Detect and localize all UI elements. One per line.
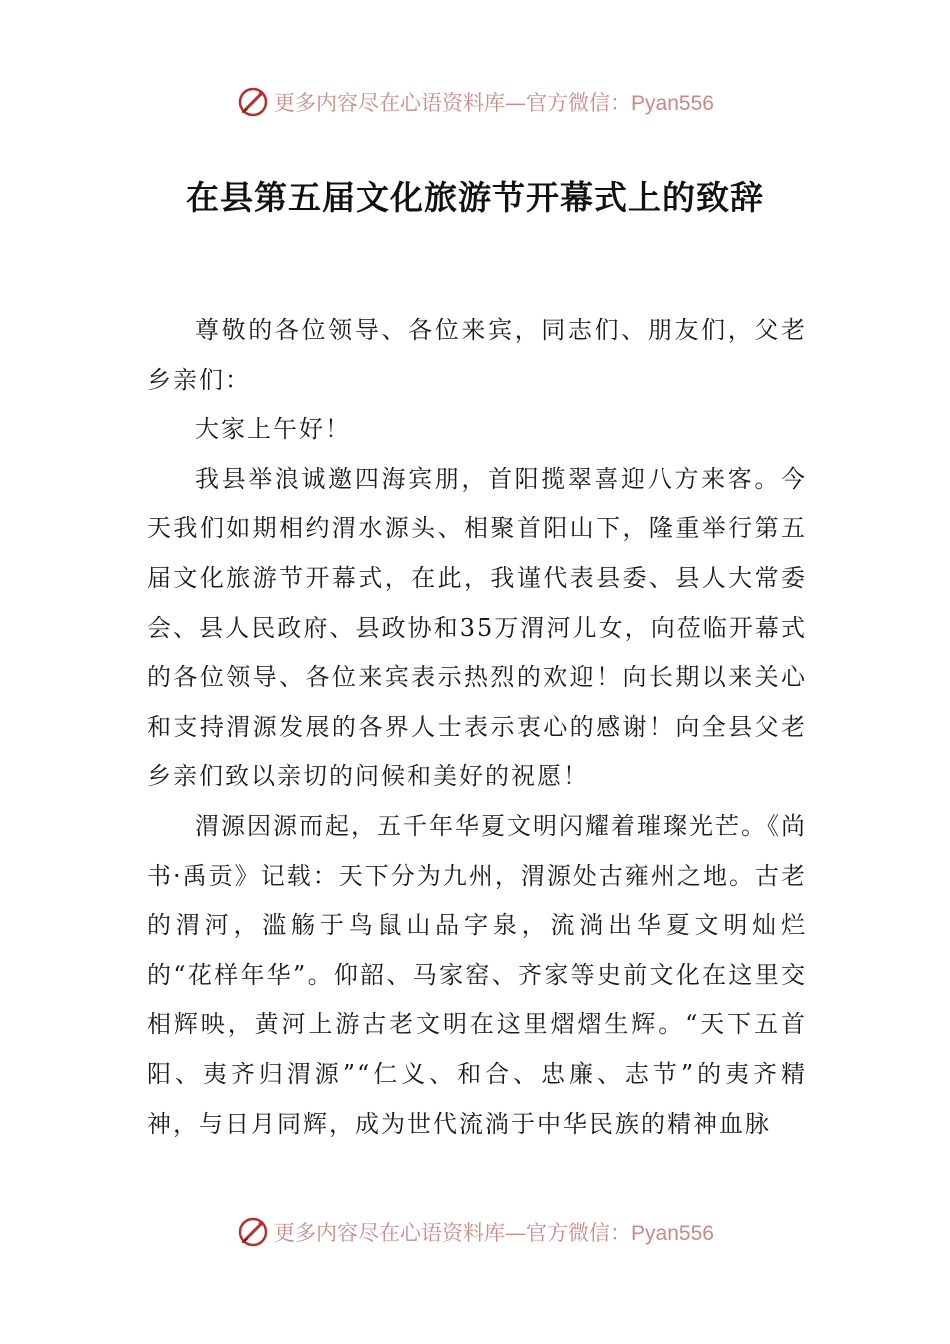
pen-logo-icon xyxy=(236,1215,270,1249)
watermark-wechat-id: Pyan556 xyxy=(631,1222,714,1245)
watermark-text xyxy=(274,1217,714,1247)
paragraph-welcome: 我县举浪诚邀四海宾朋，首阳揽翠喜迎八方来客。今天我们如期相约渭水源头、相聚首阳山下，隆重举行第五届文化旅游节开幕式，在此，我谨代表县委、县人大常委会、县人民政府、县政协和35万渭河儿女，向莅临开幕式的各位领导、各位来宾表示热烈的欢迎！向长期以来关心和支持渭源发展的各界人士表示衷心的感谢！向全县父老乡亲们致以亲切的问候和美好的祝愿！ xyxy=(147,464,807,791)
paragraph-greeting: 大家上午好！ xyxy=(195,415,351,444)
watermark-text xyxy=(274,87,714,117)
footer-watermark xyxy=(0,1212,950,1252)
document-body xyxy=(147,306,807,1149)
header-watermark xyxy=(0,82,950,122)
pen-logo-icon xyxy=(236,85,270,119)
watermark-wechat-id: Pyan556 xyxy=(631,92,714,115)
watermark-label: 更多内容尽在心语资料库—官方微信： xyxy=(274,1221,632,1245)
document-title: 在县第五届文化旅游节开幕式上的致辞 xyxy=(186,178,764,217)
paragraph-salutation: 尊敬的各位领导、各位来宾，同志们、朋友们，父老乡亲们： xyxy=(147,316,807,394)
watermark-label: 更多内容尽在心语资料库—官方微信： xyxy=(274,91,632,115)
paragraph-history: 渭源因源而起，五千年华夏文明闪耀着璀璨光芒。《尚书·禹贡》记载：天下分为九州，渭源处古雍州之地。古老的渭河，滥觞于鸟鼠山品字泉，流淌出华夏文明灿烂的“花样年华”。仰韶、马家窑、齐家等史前文化在这里交相辉映，黄河上游古老文明在这里熠熠生辉。“天下五首阳、夷齐归渭源”“仁义、和合、忠廉、志节”的夷齐精神，与日月同辉，成为世代流淌于中华民族的精神血脉 xyxy=(147,811,807,1138)
